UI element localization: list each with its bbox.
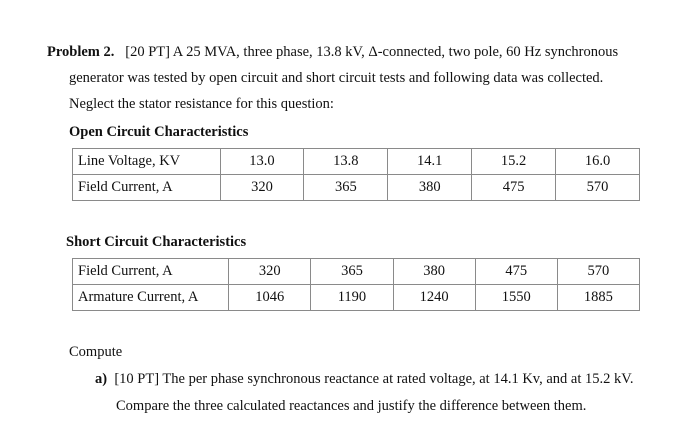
part-a-text-line2: Compare the three calculated reactances and justify the difference between them. — [116, 398, 587, 414]
table-cell: 13.8 — [304, 149, 388, 175]
table-cell: 15.2 — [472, 149, 556, 175]
part-a-text-line1: [10 PT] The per phase synchronous reactance at rated voltage, at 14.1 Kv, and at 15.2 kV. — [114, 371, 634, 387]
table-row — [73, 285, 640, 311]
open-circuit-table — [72, 148, 640, 201]
row-label: Field Current, A — [73, 175, 221, 201]
table-cell: 380 — [393, 259, 475, 285]
row-label: Armature Current, A — [73, 285, 229, 311]
table-row — [73, 149, 640, 175]
table-cell: 320 — [220, 175, 304, 201]
table-cell: 13.0 — [220, 149, 304, 175]
table-cell: 320 — [229, 259, 311, 285]
problem-statement-line1 — [47, 44, 618, 61]
table-cell: 16.0 — [556, 149, 640, 175]
table-cell: 1046 — [229, 285, 311, 311]
table-row — [73, 175, 640, 201]
table-cell: 475 — [472, 175, 556, 201]
table-cell: 1885 — [557, 285, 639, 311]
open-circuit-heading: Open Circuit Characteristics — [69, 124, 249, 140]
part-a-label: a) — [95, 371, 108, 387]
table-cell: 570 — [556, 175, 640, 201]
problem-intro-line2: generator was tested by open circuit and short circuit tests and following data was collected. — [69, 70, 604, 86]
table-cell: 570 — [557, 259, 639, 285]
table-cell: 365 — [304, 175, 388, 201]
table-cell: 365 — [311, 259, 393, 285]
table-cell: 380 — [388, 175, 472, 201]
table-cell: 14.1 — [388, 149, 472, 175]
short-circuit-table — [72, 258, 640, 311]
row-label: Field Current, A — [73, 259, 229, 285]
table-cell: 1190 — [311, 285, 393, 311]
problem-intro-line3: Neglect the stator resistance for this question: — [69, 96, 334, 112]
table-cell: 1550 — [475, 285, 557, 311]
table-row — [73, 259, 640, 285]
table-cell: 475 — [475, 259, 557, 285]
problem-label: Problem 2. — [47, 44, 115, 60]
table-cell: 1240 — [393, 285, 475, 311]
compute-heading: Compute — [69, 344, 123, 360]
row-label: Line Voltage, KV — [73, 149, 221, 175]
problem-intro-line1: [20 PT] A 25 MVA, three phase, 13.8 kV, Δ-connected, two pole, 60 Hz synchronous — [125, 44, 619, 60]
part-a-line1 — [95, 371, 634, 388]
short-circuit-heading: Short Circuit Characteristics — [66, 234, 247, 250]
